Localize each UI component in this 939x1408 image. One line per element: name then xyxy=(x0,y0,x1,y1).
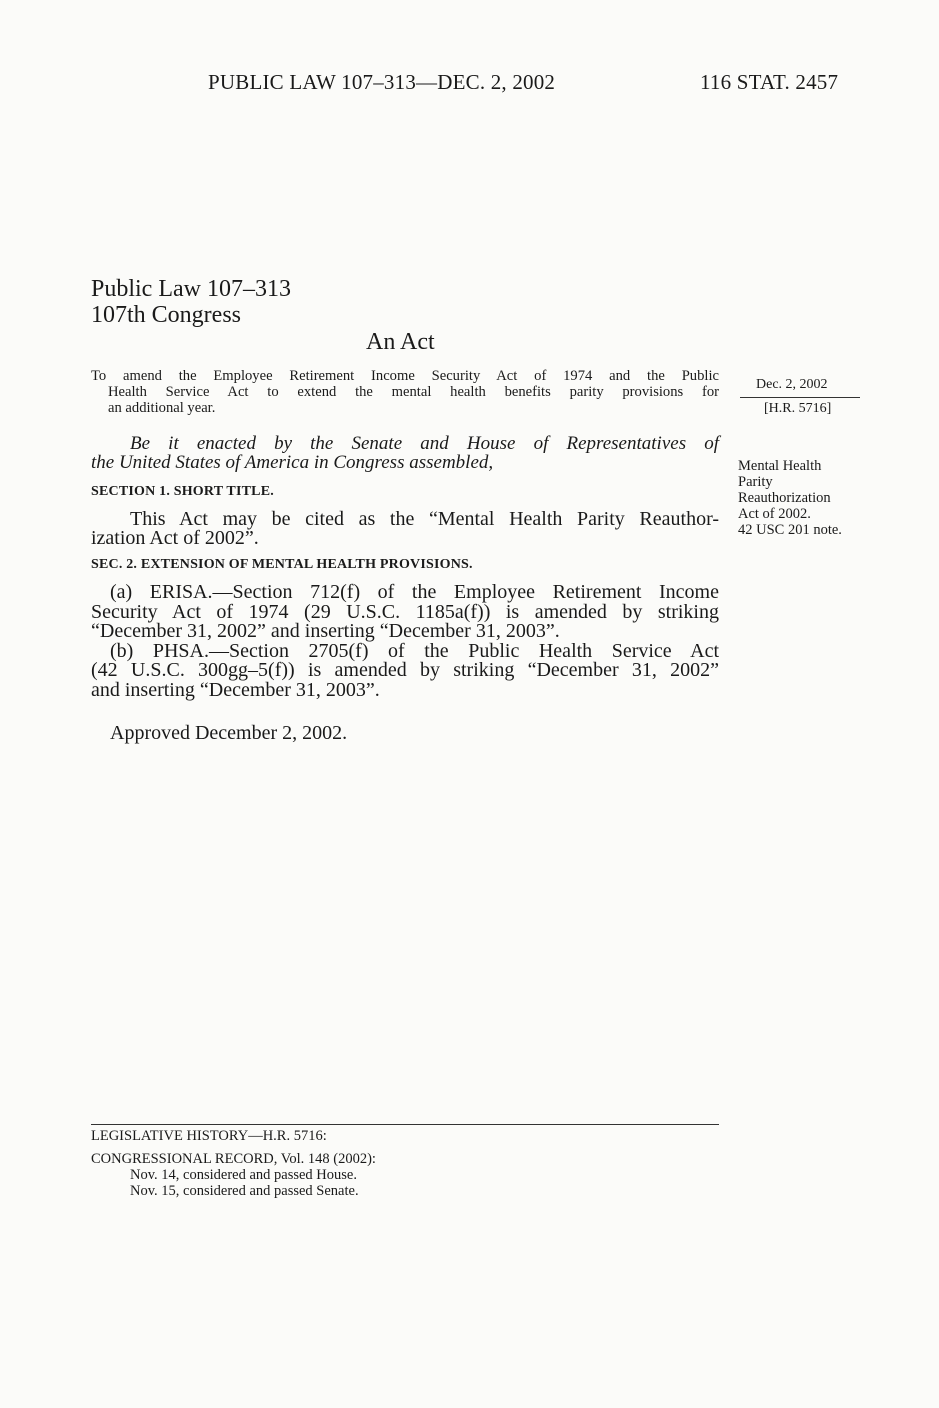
margin-note-line-5: 42 USC 201 note. xyxy=(738,522,842,538)
margin-note-line-4: Act of 2002. xyxy=(738,506,811,522)
enacting-line-2: the United States of America in Congress assembled, xyxy=(91,452,494,473)
approval-date: Approved December 2, 2002. xyxy=(110,722,348,744)
section-2b-line-3: and inserting “December 31, 2003”. xyxy=(91,678,380,701)
running-header-law: PUBLIC LAW 107–313—DEC. 2, 2002 xyxy=(208,70,556,94)
section-2b-line-1: (b) PHSA.—Section 2705(f) of the Public Health Service Act xyxy=(110,639,719,662)
enacting-clause xyxy=(91,434,719,472)
enacting-line-1: Be it enacted by the Senate and House of Representatives of xyxy=(130,433,719,454)
margin-note-line-3: Reauthorization xyxy=(738,490,831,506)
section-2-heading: SEC. 2. EXTENSION OF MENTAL HEALTH PROVISIONS. xyxy=(91,557,473,572)
legislative-history: LEGISLATIVE HISTORY—H.R. 5716: xyxy=(91,1128,327,1144)
section-1-line-2: ization Act of 2002”. xyxy=(91,527,259,549)
margin-rule xyxy=(740,397,860,398)
section-1-heading: SECTION 1. SHORT TITLE. xyxy=(91,484,274,499)
congress-number: 107th Congress xyxy=(91,302,241,328)
act-heading: An Act xyxy=(366,329,435,355)
act-purpose xyxy=(91,368,719,416)
section-1-line-1: This Act may be cited as the “Mental Health Parity Reauthor- xyxy=(130,508,719,530)
margin-bill-number: [H.R. 5716] xyxy=(764,401,832,416)
law-number: Public Law 107–313 xyxy=(91,276,291,302)
section-2-body xyxy=(91,583,719,700)
purpose-line-2: Health Service Act to extend the mental health benefits parity provisions for xyxy=(108,384,719,400)
purpose-line-1: To amend the Employee Retirement Income Security Act of 1974 and the Public xyxy=(91,368,719,384)
section-2a-line-3: “December 31, 2002” and inserting “December 31, 2003”. xyxy=(91,620,560,642)
section-2a-line-1: (a) ERISA.—Section 712(f) of the Employee Retirement Income xyxy=(110,581,719,603)
congressional-record: CONGRESSIONAL RECORD, Vol. 148 (2002): xyxy=(91,1151,376,1167)
margin-note-line-2: Parity xyxy=(738,474,773,490)
history-entry-house: Nov. 14, considered and passed House. xyxy=(130,1167,357,1183)
history-entry-senate: Nov. 15, considered and passed Senate. xyxy=(130,1183,359,1199)
margin-date: Dec. 2, 2002 xyxy=(756,377,828,392)
margin-note xyxy=(738,458,878,538)
section-1-body xyxy=(91,510,719,548)
section-2a-line-2: Security Act of 1974 (29 U.S.C. 1185a(f)) is amended by striking xyxy=(91,600,719,623)
margin-note-line-1: Mental Health xyxy=(738,458,822,474)
running-header-statute: 116 STAT. 2457 xyxy=(700,70,839,94)
section-2b-line-2: (42 U.S.C. 300gg–5(f)) is amended by striking “December 31, 2002” xyxy=(91,659,719,681)
purpose-line-3: an additional year. xyxy=(108,400,216,416)
footnote-rule xyxy=(91,1124,719,1125)
